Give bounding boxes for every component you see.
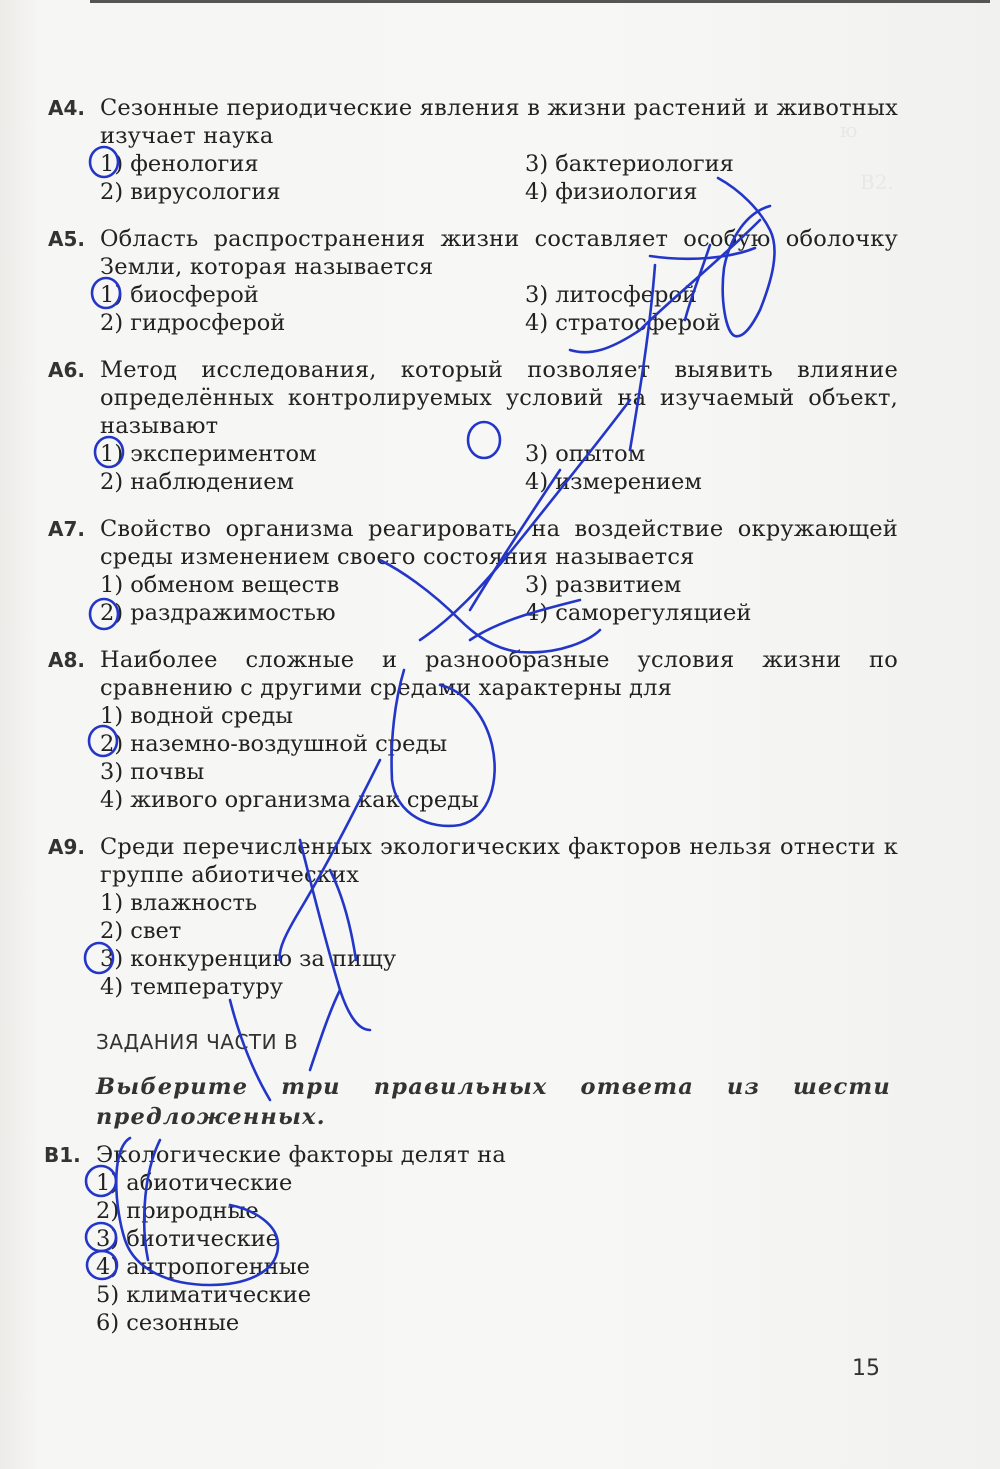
option-3[interactable]: 3) почвы bbox=[100, 759, 205, 785]
question-a9 bbox=[48, 833, 898, 1001]
question-text: Свойство организма реагировать на воздействие окружающей среды изменением своего состояния называется bbox=[100, 516, 898, 570]
question-number: A7. bbox=[48, 517, 85, 541]
question-a6 bbox=[48, 356, 898, 496]
ink-stroke bbox=[310, 990, 340, 1070]
question-a4 bbox=[48, 94, 898, 206]
options bbox=[100, 440, 898, 496]
question-text: Среди перечисленных экологических факторов нельзя отнести к группе абиотических bbox=[100, 834, 898, 888]
option-4[interactable]: 4) саморегуляцией bbox=[525, 600, 752, 626]
option-6[interactable]: 6) сезонные bbox=[96, 1310, 240, 1336]
option-1[interactable]: 1) фенология bbox=[100, 151, 259, 177]
options bbox=[96, 1169, 894, 1337]
option-4[interactable]: 4) температуру bbox=[100, 974, 283, 1000]
question-a8 bbox=[48, 646, 898, 814]
question-text: Метод исследования, который позволяет выявить влияние определённых контролируемых условий на изучаемый объект, называют bbox=[100, 357, 898, 439]
question-number: B1. bbox=[44, 1143, 81, 1167]
question-number: A9. bbox=[48, 835, 85, 859]
question-number: A5. bbox=[48, 227, 85, 251]
option-4[interactable]: 4) измерением bbox=[525, 469, 702, 495]
options bbox=[100, 281, 898, 337]
option-3[interactable]: 3) конкуренцию за пищу bbox=[100, 946, 397, 972]
question-a5 bbox=[48, 225, 898, 337]
option-1[interactable]: 1) биосферой bbox=[100, 282, 259, 308]
option-5[interactable]: 5) климатические bbox=[96, 1282, 312, 1308]
question-text: Наиболее сложные и разнообразные условия жизни по сравнению с другими средами характерны для bbox=[100, 647, 898, 701]
option-4[interactable]: 4) стратосферой bbox=[525, 310, 721, 336]
section-b-instruction: Выберите три правильных ответа из шести предложенных. bbox=[96, 1074, 891, 1130]
options bbox=[100, 702, 898, 814]
page-number: 15 bbox=[852, 1356, 880, 1381]
options bbox=[100, 889, 898, 1001]
question-a7 bbox=[48, 515, 898, 627]
option-2[interactable]: 2) раздражимостью bbox=[100, 600, 336, 626]
option-1[interactable]: 1) водной среды bbox=[100, 703, 294, 729]
question-text: Сезонные периодические явления в жизни растений и животных изучает наука bbox=[100, 95, 898, 149]
option-1[interactable]: 1) экспериментом bbox=[100, 441, 317, 467]
option-3[interactable]: 3) бактериология bbox=[525, 151, 734, 177]
option-3[interactable]: 3) биотические bbox=[96, 1226, 279, 1252]
question-number: A6. bbox=[48, 358, 85, 382]
option-1[interactable]: 1) обменом веществ bbox=[100, 572, 340, 598]
options bbox=[100, 571, 898, 627]
question-text: Область распространения жизни составляет особую оболочку Земли, которая называется bbox=[100, 226, 898, 280]
option-4[interactable]: 4) физиология bbox=[525, 179, 698, 205]
option-2[interactable]: 2) наблюдением bbox=[100, 469, 295, 495]
question-text: Экологические факторы делят на bbox=[96, 1142, 506, 1168]
options bbox=[100, 150, 898, 206]
option-2[interactable]: 2) наземно-воздушной среды bbox=[100, 731, 448, 757]
option-2[interactable]: 2) гидросферой bbox=[100, 310, 286, 336]
option-2[interactable]: 2) вирусология bbox=[100, 179, 281, 205]
option-1[interactable]: 1) влажность bbox=[100, 890, 258, 916]
option-3[interactable]: 3) опытом bbox=[525, 441, 646, 467]
option-4[interactable]: 4) живого организма как среды bbox=[100, 787, 479, 813]
question-number: A4. bbox=[48, 96, 85, 120]
question-number: A8. bbox=[48, 648, 85, 672]
option-2[interactable]: 2) свет bbox=[100, 918, 182, 944]
option-3[interactable]: 3) литосферой bbox=[525, 282, 698, 308]
section-b-title: ЗАДАНИЯ ЧАСТИ В bbox=[96, 1030, 299, 1054]
top-edge-line bbox=[90, 0, 990, 3]
option-3[interactable]: 3) развитием bbox=[525, 572, 682, 598]
option-1[interactable]: 1) абиотические bbox=[96, 1170, 293, 1196]
question-b1 bbox=[44, 1141, 894, 1337]
option-4[interactable]: 4) антропогенные bbox=[96, 1254, 310, 1280]
option-2[interactable]: 2) природные bbox=[96, 1198, 259, 1224]
